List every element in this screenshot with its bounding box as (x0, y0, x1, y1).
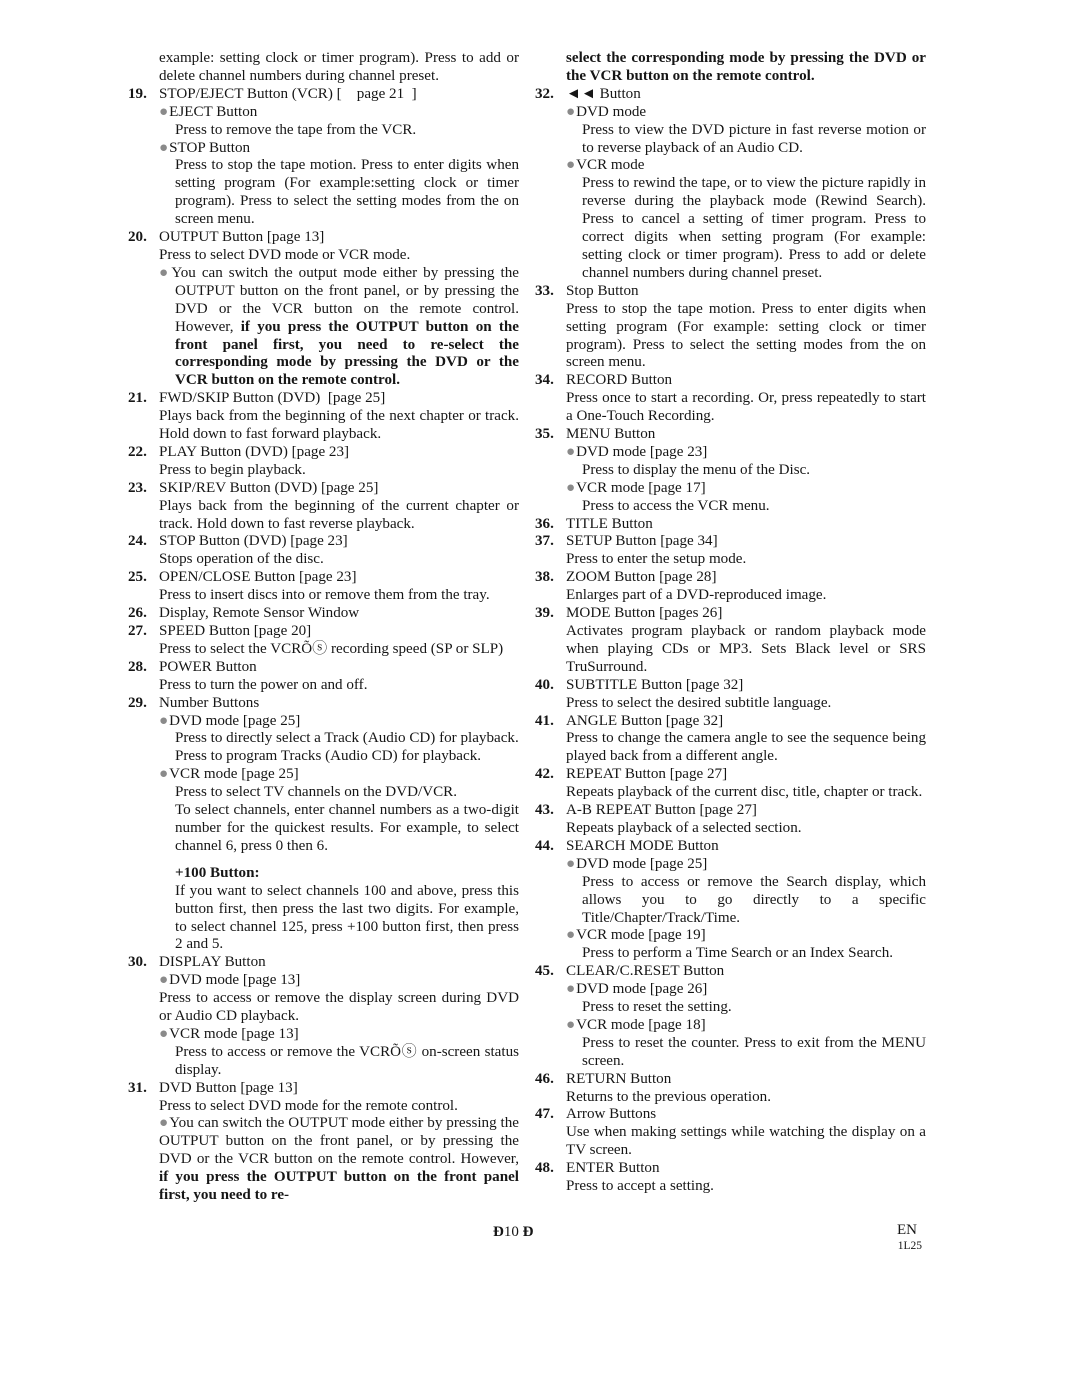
item-number: 33. (535, 282, 554, 299)
text-segment: MENU Button (566, 426, 656, 443)
list-item-42 (535, 766, 926, 802)
text-segment: Press to access or remove the VCRÕⓢ on-screen status display. (175, 1043, 519, 1078)
item-paragraph (159, 865, 519, 883)
text-segment: TITLE Button (566, 515, 653, 532)
item-number: 20. (128, 229, 147, 246)
continuation-text (128, 50, 519, 86)
text-segment: FWD/SKIP Button (DVD) [page 25] (159, 390, 386, 407)
item-title (159, 390, 519, 408)
item-number: 30. (128, 954, 147, 971)
bullet-icon: ● (159, 139, 169, 156)
list-item-48 (535, 1160, 926, 1196)
text-segment: POWER Button (159, 658, 257, 675)
item-number: 19. (128, 85, 147, 102)
text-segment: Press to select the VCRÕⓢ recording speed (SP or SLP) (159, 640, 504, 657)
text-segment: Press to reset the setting. (582, 999, 732, 1016)
item-title (566, 283, 926, 301)
item-title (159, 569, 519, 587)
bullet-icon: ● (159, 103, 169, 120)
item-number: 46. (535, 1070, 554, 1087)
continuation-text (535, 50, 926, 86)
bulleted-paragraph (159, 766, 519, 784)
item-title (159, 86, 519, 104)
bullet-icon: ● (159, 712, 169, 729)
text-segment: Press to program Tracks (Audio CD) for playback. (175, 748, 482, 765)
item-number: 26. (128, 605, 147, 622)
item-paragraph (566, 50, 926, 86)
item-title (159, 1080, 519, 1098)
text-segment: VCR mode [page 25] (169, 766, 299, 783)
item-title (159, 695, 519, 713)
list-item-35 (535, 426, 926, 516)
list-item-25 (128, 569, 519, 605)
list-item-28 (128, 659, 519, 695)
item-title (566, 963, 926, 981)
item-number: 22. (128, 443, 147, 460)
text-segment: Press once to start a recording. Or, press repeatedly to start a One-Touch Recording. (566, 390, 926, 425)
item-number: 36. (535, 515, 554, 532)
bulleted-paragraph (566, 480, 926, 498)
text-segment: select the corresponding mode by pressing the DVD or the VCR button on the remote control. (566, 50, 926, 84)
two-column-text (128, 50, 926, 1205)
text-segment: Press to directly select a Track (Audio CD) for playback. (175, 730, 519, 747)
bulleted-paragraph (159, 140, 519, 158)
item-paragraph (159, 1098, 519, 1116)
print-code: 1L25 (897, 1240, 922, 1252)
item-number: 27. (128, 623, 147, 639)
item-title (159, 533, 519, 551)
text-segment: Enlarges part of a DVD-reproduced image. (566, 587, 827, 604)
text-segment: OUTPUT Button [page 13] (159, 229, 325, 246)
text-segment: SUBTITLE Button [page 32] (566, 676, 744, 693)
list-item-31 (128, 1080, 519, 1205)
item-title (159, 229, 519, 247)
text-segment: SEARCH MODE Button (566, 837, 719, 854)
text-segment: Press to insert discs into or remove them from the tray. (159, 587, 490, 604)
item-paragraph (159, 157, 519, 229)
item-number: 48. (535, 1160, 554, 1177)
column-right (535, 50, 926, 1205)
text-segment: ◄◄ Button (566, 85, 641, 102)
text-segment: If you want to select channels 100 and above, press this button first, then press the last two digits. For example, to select channel 125, press +100 button first, then press 2 and 5. (175, 882, 519, 953)
text-segment: Press to turn the power on and off. (159, 676, 368, 693)
item-title (159, 444, 519, 462)
text-segment: RETURN Button (566, 1070, 672, 1087)
bulleted-paragraph (566, 927, 926, 945)
column-left (128, 50, 519, 1205)
text-segment: To select channels, enter channel numbers as a two-digit number for the quickest results. For example, to select channel 6, press 0 then 6. (175, 802, 519, 854)
page-number-value: 10 (503, 1224, 519, 1240)
text-segment: Press to select TV channels on the DVD/VCR. (175, 784, 457, 801)
list-item-29 (128, 695, 519, 955)
page-number-prefix: Ð (493, 1224, 504, 1240)
list-item-44 (535, 838, 926, 963)
item-title (566, 533, 926, 551)
text-segment: DVD mode [page 13] (169, 972, 301, 989)
text-segment: ZOOM Button [page 28] (566, 569, 717, 586)
item-paragraph (159, 748, 519, 766)
item-paragraph (566, 498, 926, 516)
list-item-39 (535, 605, 926, 677)
language-code: EN (897, 1222, 917, 1238)
text-segment: STOP Button (DVD) [page 23] (159, 533, 348, 550)
bullet-icon: ● (566, 157, 576, 174)
item-number: 37. (535, 533, 554, 550)
item-number: 21. (128, 390, 147, 407)
text-segment: PLAY Button (DVD) [page 23] (159, 443, 350, 460)
text-segment: Press to access or remove the display screen during DVD or Audio CD playback. (159, 990, 519, 1025)
bulleted-paragraph (566, 1017, 926, 1035)
text-segment: Press to select DVD mode for the remote control. (159, 1097, 458, 1114)
item-number: 39. (535, 605, 554, 622)
item-paragraph (566, 1035, 926, 1071)
item-paragraph (566, 1178, 926, 1196)
text-segment: Press to perform a Time Search or an Index Search. (582, 945, 894, 962)
text-segment: Press to remove the tape from the VCR. (175, 121, 417, 138)
text-segment: DVD mode [page 25] (576, 855, 708, 872)
text-segment: Repeats playback of a selected section. (566, 819, 802, 836)
text-segment: VCR mode (576, 157, 645, 174)
text-segment: A-B REPEAT Button [page 27] (566, 802, 757, 819)
item-paragraph (566, 1089, 926, 1107)
item-number: 34. (535, 372, 554, 389)
list-item-36 (535, 516, 926, 534)
item-title (566, 516, 926, 534)
item-number: 38. (535, 569, 554, 586)
item-paragraph (159, 883, 519, 955)
item-title (566, 713, 926, 731)
item-number: 47. (535, 1106, 554, 1123)
item-paragraph (566, 587, 926, 605)
text-segment: DVD Button [page 13] (159, 1079, 298, 1096)
item-number: 41. (535, 712, 554, 729)
list-item-26 (128, 605, 519, 623)
item-paragraph (566, 623, 926, 677)
bullet-icon: ● (159, 1025, 169, 1042)
text-segment: Press to select DVD mode or VCR mode. (159, 246, 411, 263)
item-title (159, 659, 519, 677)
text-segment: Press to rewind the tape, or to view the picture rapidly in reverse during the playback mode (Rewind Search). Press to cancel a setting of timer program. Press to correct digits when setting program (For example: setting clock or timer program). Press to add or delete channel numbers during channel preset. (582, 175, 926, 281)
text-segment: VCR mode [page 17] (576, 479, 706, 496)
text-segment: EJECT Button (169, 103, 258, 120)
item-paragraph (566, 730, 926, 766)
item-title (566, 1160, 926, 1178)
item-paragraph (566, 999, 926, 1017)
item-title (159, 623, 519, 641)
text-segment: SPEED Button [page 20] (159, 623, 312, 639)
text-segment: Press to begin playback. (159, 461, 306, 478)
text-segment: SETUP Button [page 34] (566, 533, 718, 550)
text-segment: DISPLAY Button (159, 954, 266, 971)
bulleted-paragraph (159, 265, 519, 390)
bulleted-paragraph (566, 981, 926, 999)
text-segment: RECORD Button (566, 372, 673, 389)
list-item-33 (535, 283, 926, 373)
list-item-43 (535, 802, 926, 838)
list-item-27 (128, 623, 519, 659)
item-paragraph (566, 462, 926, 480)
item-title (159, 480, 519, 498)
list-item-22 (128, 444, 519, 480)
bullet-icon: ● (159, 766, 169, 783)
item-paragraph (159, 122, 519, 140)
text-segment: +100 Button: (175, 864, 260, 881)
item-title (566, 605, 926, 623)
text-segment: STOP/EJECT Button (VCR) [ page 21 ] (159, 85, 417, 102)
item-paragraph (159, 247, 519, 265)
text-segment: DVD mode [page 25] (169, 712, 301, 729)
text-segment: Press to enter the setup mode. (566, 551, 747, 568)
item-paragraph (159, 641, 519, 659)
item-paragraph (159, 50, 519, 86)
text-segment: Activates program playback or random playback mode when playing CDs or MP3. Sets Black level or SRS TruSurround. (566, 623, 926, 675)
item-paragraph (159, 551, 519, 569)
bullet-icon: ● (566, 479, 576, 496)
item-number: 32. (535, 85, 554, 102)
text-segment: OPEN/CLOSE Button [page 23] (159, 569, 357, 586)
item-number: 23. (128, 479, 147, 496)
text-segment: Use when making settings while watching the display on a TV screen. (566, 1124, 926, 1159)
item-title (566, 86, 926, 104)
text-segment: You can switch the output mode either by pressing the OUTPUT button on the front panel, or by pressing the DVD or the VCR button on the remote control. However, (171, 264, 519, 335)
text-segment: MODE Button [pages 26] (566, 605, 723, 622)
list-item-19 (128, 86, 519, 229)
bullet-icon: ● (159, 1115, 169, 1132)
item-title (566, 838, 926, 856)
item-title (159, 605, 519, 623)
bulleted-paragraph (159, 972, 519, 990)
item-title (566, 1106, 926, 1124)
text-segment: SKIP/REV Button (DVD) [page 25] (159, 479, 379, 496)
item-paragraph (566, 301, 926, 373)
text-segment: VCR mode [page 19] (576, 927, 706, 944)
item-number: 45. (535, 963, 554, 980)
text-segment: Press to access or remove the Search display, which allows you to go directly to a specific Title/Chapter/Track/Time. (582, 873, 926, 926)
item-paragraph (159, 587, 519, 605)
item-paragraph (566, 1124, 926, 1160)
item-number: 40. (535, 676, 554, 693)
text-segment: VCR mode [page 13] (169, 1025, 299, 1042)
item-paragraph (566, 175, 926, 282)
page-number-suffix: Ð (522, 1224, 534, 1240)
text-segment: if you press the OUTPUT button on the front panel first, you need to re-select the corresponding mode by pressing the DVD or the VCR button on the remote control. (175, 318, 519, 389)
list-item-21 (128, 390, 519, 444)
bulleted-paragraph (566, 444, 926, 462)
text-segment: Repeats playback of the current disc, title, chapter or track. (566, 784, 923, 801)
text-segment: You can switch the OUTPUT mode either by pressing the OUTPUT button on the front panel, or by pressing the DVD or the VCR button on the remote control. However, (159, 1115, 519, 1168)
bullet-icon: ● (566, 855, 576, 872)
bullet-icon: ● (566, 927, 576, 944)
item-paragraph (566, 122, 926, 158)
bullet-icon: ● (566, 1016, 576, 1033)
text-segment: Plays back from the beginning of the next chapter or track. Hold down to fast forward playback. (159, 408, 519, 443)
item-paragraph (159, 784, 519, 802)
bullet-icon: ● (159, 972, 169, 989)
text-segment: ANGLE Button [page 32] (566, 712, 724, 729)
text-segment: Stop Button (566, 282, 639, 299)
item-number: 44. (535, 837, 554, 854)
list-item-46 (535, 1071, 926, 1107)
bulleted-paragraph (159, 104, 519, 122)
item-title (566, 802, 926, 820)
list-item-23 (128, 480, 519, 534)
text-segment: if you press the OUTPUT button on the front panel first, you need to re- (159, 1169, 519, 1204)
item-paragraph (159, 498, 519, 534)
text-segment: Press to select the desired subtitle language. (566, 694, 832, 711)
text-segment: Display, Remote Sensor Window (159, 605, 360, 622)
list-item-20 (128, 229, 519, 390)
item-paragraph (566, 820, 926, 838)
item-title (566, 1071, 926, 1089)
text-segment: Returns to the previous operation. (566, 1088, 771, 1105)
item-number: 28. (128, 658, 147, 675)
list-item-38 (535, 569, 926, 605)
text-segment: ENTER Button (566, 1160, 660, 1177)
list-item-24 (128, 533, 519, 569)
text-segment: Press to reset the counter. Press to exit from the MENU screen. (582, 1034, 926, 1069)
text-segment: Arrow Buttons (566, 1106, 657, 1123)
text-segment: Stops operation of the disc. (159, 551, 324, 568)
text-segment: Press to stop the tape motion. Press to enter digits when setting program (For example:setting clock or timer program). Press to select the setting modes from the on screen menu. (175, 157, 519, 228)
text-segment: DVD mode [page 23] (576, 443, 708, 460)
text-segment: Press to access the VCR menu. (582, 497, 770, 514)
list-item-32 (535, 86, 926, 283)
bulleted-paragraph (159, 713, 519, 731)
text-segment: DVD mode (576, 103, 647, 120)
bulleted-paragraph (159, 1026, 519, 1044)
list-item-34 (535, 372, 926, 426)
item-paragraph (159, 462, 519, 480)
bullet-icon: ● (159, 264, 171, 281)
bulleted-paragraph (159, 1115, 519, 1205)
bulleted-paragraph (566, 104, 926, 122)
item-title (159, 954, 519, 972)
item-paragraph (566, 945, 926, 963)
bullet-icon: ● (566, 103, 576, 120)
item-paragraph (159, 408, 519, 444)
item-paragraph (566, 551, 926, 569)
item-paragraph (566, 695, 926, 713)
item-number: 29. (128, 694, 147, 711)
bulleted-paragraph (566, 157, 926, 175)
list-item-37 (535, 533, 926, 569)
text-segment: REPEAT Button [page 27] (566, 766, 728, 783)
item-number: 31. (128, 1079, 147, 1096)
item-paragraph (159, 1044, 519, 1080)
text-segment: Press to view the DVD picture in fast reverse motion or to reverse playback of an Audio CD. (582, 121, 926, 156)
item-number: 43. (535, 802, 554, 819)
text-segment: Plays back from the beginning of the current chapter or track. Hold down to fast reverse playback. (159, 497, 519, 532)
text-segment: VCR mode [page 18] (576, 1016, 706, 1033)
item-paragraph (566, 390, 926, 426)
text-segment: Press to stop the tape motion. Press to enter digits when setting program (For example: setting clock or timer program). Press to select the setting modes from the on screen menu. (566, 300, 926, 371)
list-item-45 (535, 963, 926, 1070)
item-title (566, 677, 926, 695)
list-item-47 (535, 1106, 926, 1160)
item-paragraph (566, 784, 926, 802)
text-segment: DVD mode [page 26] (576, 981, 708, 998)
item-number: 42. (535, 766, 554, 783)
bullet-icon: ● (566, 981, 576, 998)
item-paragraph (566, 874, 926, 928)
bulleted-paragraph (566, 856, 926, 874)
text-segment: CLEAR/C.RESET Button (566, 963, 725, 980)
item-paragraph (159, 802, 519, 856)
list-item-30 (128, 954, 519, 1079)
item-paragraph (159, 730, 519, 748)
page-number (493, 1224, 533, 1241)
text-segment: Number Buttons (159, 694, 260, 711)
item-number: 25. (128, 569, 147, 586)
item-number: 24. (128, 533, 147, 550)
item-paragraph (159, 990, 519, 1026)
item-title (566, 426, 926, 444)
list-item-40 (535, 677, 926, 713)
text-segment: STOP Button (169, 139, 251, 156)
bullet-icon: ● (566, 443, 576, 460)
item-paragraph (159, 677, 519, 695)
text-segment: Press to display the menu of the Disc. (582, 461, 811, 478)
list-item-41 (535, 713, 926, 767)
item-number: 35. (535, 426, 554, 443)
item-title (566, 766, 926, 784)
item-title (566, 569, 926, 587)
item-title (566, 372, 926, 390)
text-segment: Press to accept a setting. (566, 1178, 714, 1195)
text-segment: Press to change the camera angle to see the sequence being played back from a different angle. (566, 730, 926, 765)
text-segment: example: setting clock or timer program). Press to add or delete channel numbers during channel preset. (159, 50, 519, 84)
